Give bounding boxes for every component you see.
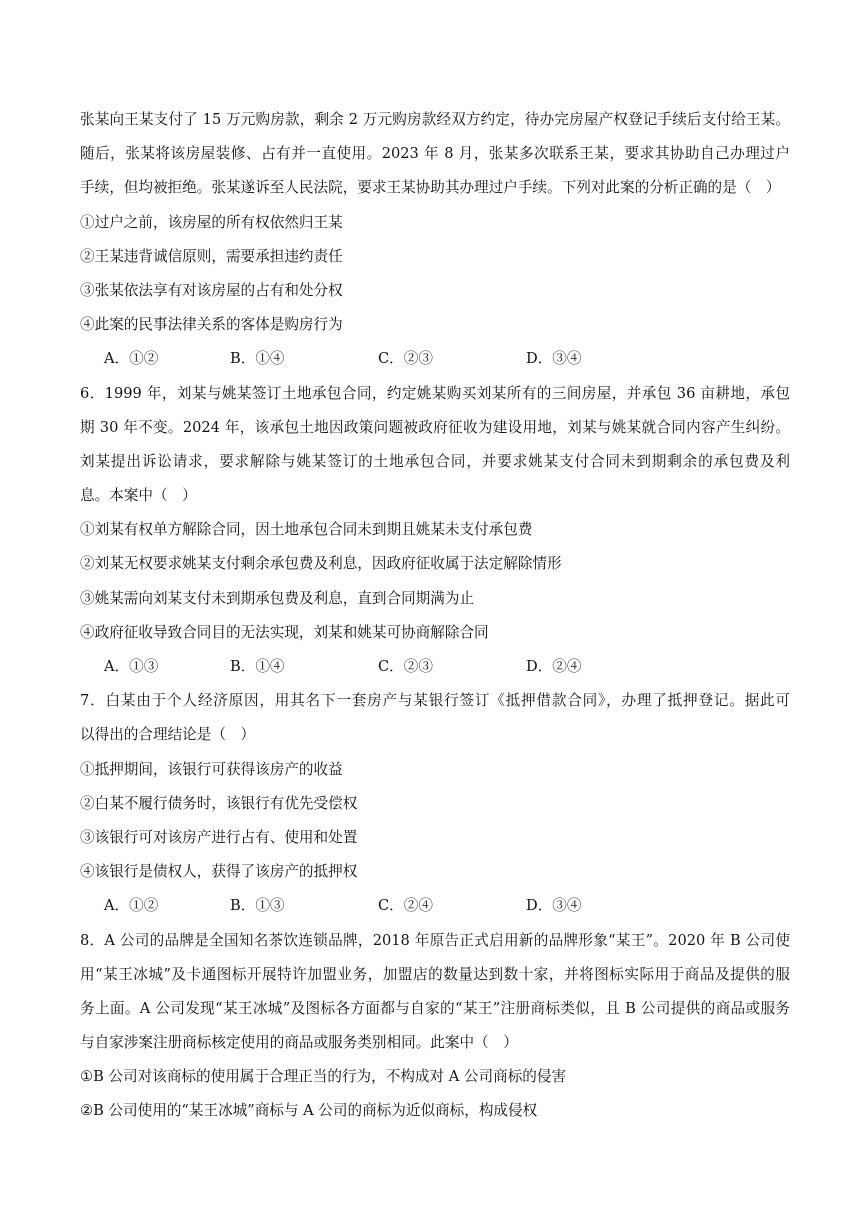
question-stem-line: 8．A 公司的品牌是全国知名茶饮连锁品牌，2018 年原告正式启用新的品牌形象“某王”。2020 年 B 公司使: [80, 931, 790, 949]
question-stem-line: 张某向王某支付了 15 万元购房款，剩余 2 万元购房款经双方约定，待办完房屋产权登记手续后支付给王某。: [80, 111, 790, 128]
statement-option: ④此案的民事法律关系的客体是购房行为: [80, 316, 343, 334]
question-stem-line: 用“某王冰城”及卡通图标开展特许加盟业务，加盟店的数量达到数十家，并将图标实际用于商品及提供的服: [80, 965, 790, 983]
answer-choices: [80, 889, 790, 923]
statement-option: ①B 公司对该商标的使用属于合理正当的行为，不构成对 A 公司商标的侵害: [80, 1068, 567, 1086]
question-stem-line: 务上面。A 公司发现“某王冰城”及图标各方面都与自家的“某王”注册商标类似，且 B 公司提供的商品或服务: [80, 999, 790, 1017]
statement-option: ①抵押期间，该银行可获得该房产的收益: [80, 760, 343, 778]
question-stem-line: 7．白某由于个人经济原因，用其名下一套房产与某银行签订《抵押借款合同》，办理了抵押登记。据此可: [80, 692, 790, 710]
choice-c: C．②④: [378, 897, 433, 915]
statement-option: ①过户之前，该房屋的所有权依然归王某: [80, 213, 343, 231]
choice-c: C．②③: [378, 350, 433, 368]
choice-b: B．①④: [230, 350, 285, 368]
statement-option: ②白某不履行债务时，该银行有优先受偿权: [80, 794, 358, 812]
question-stem-line: 息。本案中（ ）: [80, 487, 197, 505]
choice-d: D．②④: [526, 658, 582, 675]
question-stem-line: 期 30 年不变。2024 年，该承包土地因政策问题被政府征收为建设用地，刘某与姚某就合同内容产生纠纷。: [80, 418, 790, 436]
question-6: [80, 377, 790, 685]
question-stem-line: 与自家涉案注册商标核定使用的商品或服务类别相同。此案中（ ）: [80, 1034, 518, 1052]
question-stem-line: 以得出的合理结论是（ ）: [80, 726, 256, 744]
question-stem-line: 刘某提出诉讼请求，要求解除与姚某签订的土地承包合同，并要求姚某支付合同未到期剩余的承包费及利: [80, 452, 790, 470]
choice-b: B．①④: [230, 658, 285, 675]
choice-b: B．①③: [230, 897, 285, 915]
statement-option: ①刘某有权单方解除合同，因土地承包合同未到期且姚某未支付承包费: [80, 521, 533, 539]
statement-option: ④该银行是债权人，获得了该房产的抵押权: [80, 863, 358, 881]
choice-a: A．①②: [104, 350, 159, 368]
choice-d: D．③④: [526, 350, 582, 368]
question-stem-line: 手续，但均被拒绝。张某遂诉至人民法院，要求王某协助其办理过户手续。下列对此案的分析正确的是（ ）: [80, 179, 781, 197]
choice-a: A．①③: [104, 658, 159, 675]
statement-option: ②王某违背诚信原则，需要承担违约责任: [80, 247, 343, 265]
statement-option: ④政府征收导致合同目的无法实现，刘某和姚某可协商解除合同: [80, 623, 489, 641]
answer-choices: [80, 342, 790, 376]
question-8: [80, 924, 790, 1129]
question-5: [80, 103, 790, 377]
statement-option: ②B 公司使用的“某王冰城”商标与 A 公司的商标为近似商标，构成侵权: [80, 1102, 538, 1120]
choice-a: A．①②: [104, 897, 159, 915]
statement-option: ③该银行可对该房产进行占有、使用和处置: [80, 828, 358, 846]
answer-choices: [80, 650, 790, 684]
statement-option: ③姚某需向刘某支付未到期承包费及利息，直到合同期满为止: [80, 589, 475, 607]
question-stem-line: 6．1999 年，刘某与姚某签订土地承包合同，约定姚某购买刘某所有的三间房屋，并承包 36 亩耕地，承包: [80, 384, 790, 402]
choice-d: D．③④: [526, 897, 582, 915]
statement-option: ②刘某无权要求姚某支付剩余承包费及利息，因政府征收属于法定解除情形: [80, 555, 562, 573]
question-7: [80, 684, 790, 923]
choice-c: C．②③: [378, 658, 433, 675]
question-stem-line: 随后，张某将该房屋装修、占有并一直使用。2023 年 8 月，张某多次联系王某，要求其协助自己办理过户: [80, 145, 790, 163]
statement-option: ③张某依法享有对该房屋的占有和处分权: [80, 281, 343, 299]
